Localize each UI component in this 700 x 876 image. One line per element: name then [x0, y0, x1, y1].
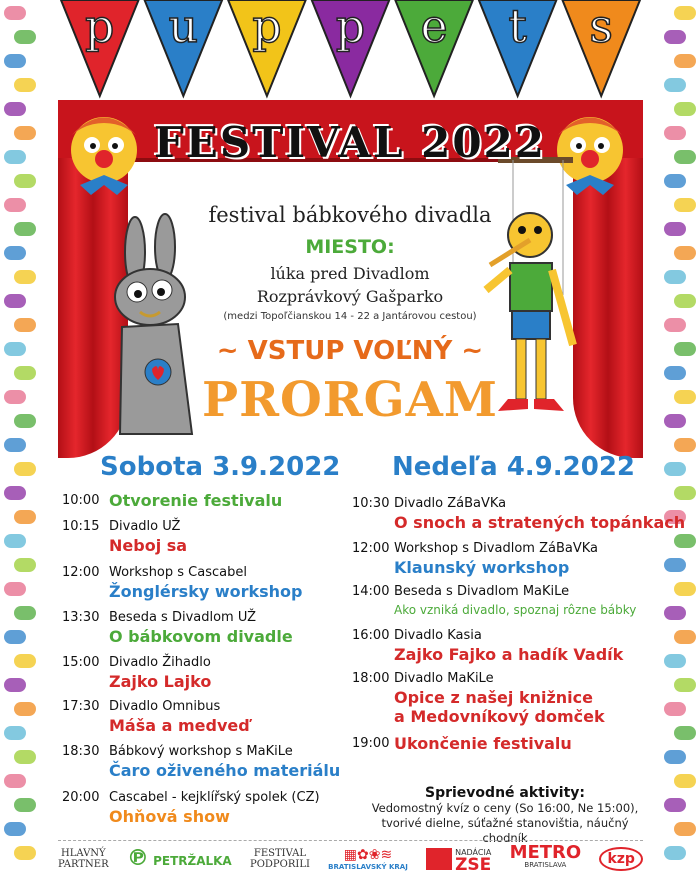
supported-by-label	[250, 848, 310, 870]
event-performer: Workshop s Divadlom ZáBaVKa	[394, 541, 598, 556]
event-title: Máša a medveď	[109, 716, 250, 735]
handprint-icon	[14, 798, 36, 812]
event-time: 13:30	[62, 610, 100, 625]
event-title: Čaro oživeného materiálu	[109, 761, 341, 780]
accompanying-activities	[360, 785, 650, 846]
event-title: Ohňová show	[109, 807, 230, 826]
handprint-icon	[14, 462, 36, 476]
event-time: 10:30	[352, 496, 390, 511]
handprint-icon	[674, 438, 696, 452]
handprint-icon	[664, 558, 686, 572]
event-performer: Divadlo UŽ	[109, 519, 181, 534]
handprint-icon	[674, 534, 696, 548]
handprint-icon	[4, 678, 26, 692]
zse-logo-text: ZSE	[455, 854, 492, 875]
event-time: 14:00	[352, 584, 390, 599]
handprint-icon	[674, 774, 696, 788]
location-note: (medzi Topoľčianskou 14 - 22 a Jantárovou cestou)	[223, 311, 477, 322]
event-time: 16:00	[352, 628, 390, 643]
festival-subtitle: festival bábkového divadla	[208, 203, 492, 227]
handprint-icon	[14, 654, 36, 668]
location-label: MIESTO:	[305, 236, 395, 258]
bunting-letter: t	[508, 0, 527, 53]
event-performer: Divadlo ZáBaVKa	[394, 496, 507, 511]
handprint-icon	[14, 846, 36, 860]
event-performer: Divadlo Žihadlo	[109, 655, 211, 670]
handprint-icon	[4, 726, 26, 740]
petrzalka-logo	[127, 846, 232, 871]
bunting-letter: s	[589, 0, 614, 53]
location-line-2: Rozprávkový Gašparko	[256, 287, 444, 306]
event-title: Žonglérsky workshop	[109, 582, 303, 601]
handprint-icon	[4, 822, 26, 836]
event-performer: Divadlo Omnibus	[109, 699, 221, 714]
puppets-bunting-banner	[58, 0, 643, 100]
handprint-icon	[14, 78, 36, 92]
accompanying-heading: Sprievodné aktivity:	[425, 785, 585, 801]
supported-by-line1: FESTIVAL	[253, 847, 306, 859]
bsk-logo	[328, 847, 408, 871]
event-time: 18:00	[352, 671, 390, 686]
handprint-icon	[664, 30, 686, 44]
handprint-icon	[4, 6, 26, 20]
event-time: 10:00	[62, 493, 100, 508]
event-time: 17:30	[62, 699, 100, 714]
handprint-icon	[664, 174, 686, 188]
handprint-icon	[664, 654, 686, 668]
handprint-icon	[14, 510, 36, 524]
petrzalka-mark-icon: ℗	[126, 846, 149, 871]
event-performer: Divadlo Kasia	[394, 628, 482, 643]
supported-by-line2: PODPORILI	[249, 858, 310, 870]
handprint-icon	[674, 102, 696, 116]
bunting-letter: u	[168, 0, 199, 53]
zse-logo	[426, 847, 492, 875]
event-performer: Workshop s Cascabel	[109, 565, 247, 580]
metro-logo-text: METRO	[509, 841, 582, 863]
handprint-icon	[664, 78, 686, 92]
event-title-line2: a Medovníkový domček	[394, 707, 605, 726]
event-performer: Bábkový workshop s MaKiLe	[109, 744, 293, 759]
handprint-icon	[4, 102, 26, 116]
event-time: 12:00	[62, 565, 100, 580]
handprint-icon	[674, 630, 696, 644]
handprint-icon	[674, 486, 696, 500]
event-time: 15:00	[62, 655, 100, 670]
main-partner-label-line1: HLAVNÝ	[60, 847, 106, 859]
festival-title: FESTIVAL 2022	[153, 118, 547, 167]
main-partner-label	[58, 848, 109, 870]
handprint-icon	[664, 846, 686, 860]
handprint-icon	[14, 606, 36, 620]
bunting-letter: p	[252, 0, 282, 53]
handprint-icon	[4, 54, 26, 68]
event-time: 18:30	[62, 744, 100, 759]
event-title: Zajko Lajko	[109, 672, 212, 691]
event-performer: Beseda s Divadlom MaKiLe	[394, 584, 570, 599]
event-title: O snoch a stratených topánkach	[394, 513, 686, 532]
handprint-icon	[664, 606, 686, 620]
handprint-icon	[14, 30, 36, 44]
event-title: O bábkovom divadle	[109, 627, 293, 646]
bunting-letter: p	[85, 0, 115, 53]
metro-sub-text: BRATISLAVA	[524, 860, 567, 869]
handprint-icon	[664, 750, 686, 764]
handprint-icon	[4, 630, 26, 644]
event-title: Ako vzniká divadlo, spoznaj rôzne bábky	[394, 603, 637, 617]
handprint-icon	[674, 582, 696, 596]
bunting-letter: e	[420, 0, 448, 53]
handprint-icon	[664, 702, 686, 716]
accompanying-line-1: Vedomostný kvíz o ceny (So 16:00, Ne 15:00),	[371, 801, 639, 815]
handprint-icon	[14, 558, 36, 572]
handprint-icon	[664, 462, 686, 476]
admission-free: ~ VSTUP VOĽNÝ ~	[216, 336, 484, 366]
partners-footer	[58, 840, 643, 876]
zse-mark-icon	[426, 848, 452, 870]
handprint-icon	[664, 798, 686, 812]
handprint-icon	[14, 750, 36, 764]
sunday-heading: Nedeľa 4.9.2022	[392, 452, 636, 482]
handprint-icon	[674, 822, 696, 836]
handprint-icon	[14, 702, 36, 716]
event-performer: Cascabel - kejklířský spolek (CZ)	[109, 790, 320, 805]
event-title: Otvorenie festivalu	[109, 491, 283, 510]
event-performer: Beseda s Divadlom UŽ	[109, 610, 257, 625]
event-time: 10:15	[62, 519, 100, 534]
saturday-heading: Sobota 3.9.2022	[100, 452, 341, 482]
bsk-symbols-icon: ▦✿❀≋	[343, 846, 393, 863]
handprint-icon	[4, 774, 26, 788]
handprint-icon	[4, 582, 26, 596]
bunting-letter: p	[335, 0, 366, 53]
event-performer: Divadlo MaKiLe	[394, 671, 494, 686]
event-title: Klaunský workshop	[394, 558, 570, 577]
petrzalka-logo-text: PETRŽALKA	[153, 854, 232, 868]
event-title: Opice z našej knižnice	[394, 688, 593, 707]
location-line-1: lúka pred Divadlom	[270, 264, 430, 283]
bsk-logo-text: BRATISLAVSKÝ KRAJ	[328, 862, 408, 871]
handprint-icon	[14, 174, 36, 188]
program-title: PRORGAM	[201, 372, 499, 428]
metro-logo	[509, 841, 582, 872]
handprint-icon	[674, 726, 696, 740]
event-title: Zajko Fajko a hadík Vadík	[394, 645, 624, 664]
handprint-icon	[674, 54, 696, 68]
event-time: 20:00	[62, 790, 100, 805]
handprint-icon	[4, 486, 26, 500]
zse-small-text: NADÁCIA	[455, 847, 492, 857]
event-title: Neboj sa	[109, 536, 188, 555]
accompanying-line-2: tvorivé dielne, súťažné stanovištia, náučný chodník	[381, 816, 629, 845]
handprint-icon	[4, 534, 26, 548]
event-time: 19:00	[352, 736, 390, 751]
event-time: 12:00	[352, 541, 390, 556]
main-partner-label-line2: PARTNER	[58, 858, 109, 870]
handprint-icon	[4, 438, 26, 452]
handprint-icon	[674, 6, 696, 20]
kzp-logo: kzp	[599, 847, 642, 871]
handprint-icon	[674, 678, 696, 692]
event-title: Ukončenie festivalu	[394, 734, 572, 753]
